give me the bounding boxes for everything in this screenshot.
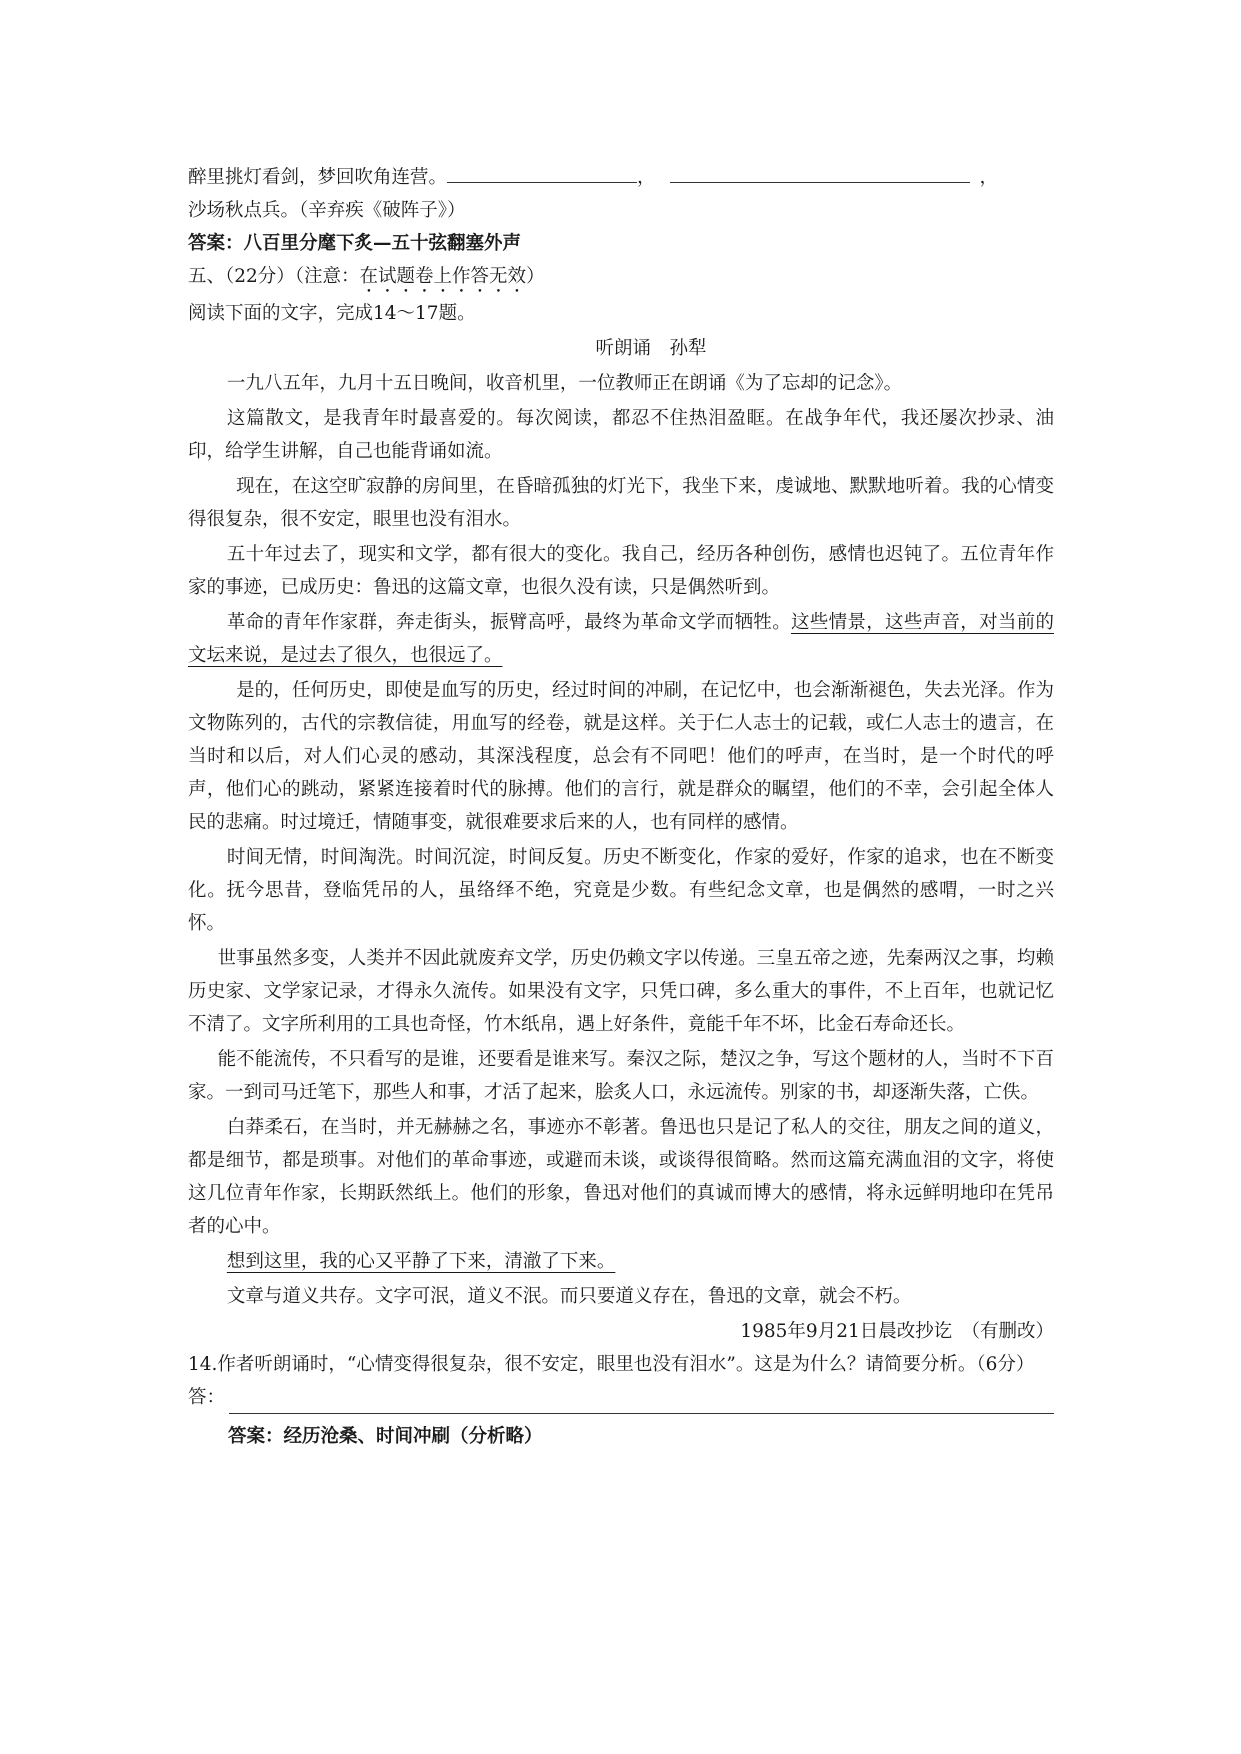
section-heading-prefix: 五、（22分）（注意： bbox=[188, 266, 360, 287]
poem-line-2: 沙场秋点兵。（辛弃疾《破阵子》） bbox=[188, 200, 466, 221]
section-instruction: 阅读下面的文字，完成14～17题。 bbox=[188, 303, 476, 324]
paragraph-5-text: 革命的青年作家群，奔走街头，振臂高呼，最终为革命文学而牺牲。 bbox=[226, 612, 792, 633]
article-paragraph-8: 世事虽然多变，人类并不因此就废弃文学，历史仍赖文字以传递。三皇五帝之迹，先秦两汉之事，均赖历史家、文学家记录，才得永久流传。如果没有文字，只凭口碑，多么重大的事件，不上百年，也就记忆不清了。文字所利用的工具也奇怪，竹木纸帛，遇上好条件，竟能千年不坏，比金石寿命还长。 bbox=[188, 948, 1054, 1035]
underlined-sentence-1: 这些情景，这些声音，对当前的文坛来说，是过去了很久，也很远了。 bbox=[188, 612, 1054, 666]
article-title: 听朗诵 孙犁 bbox=[595, 338, 707, 359]
section-heading-suffix: ） bbox=[526, 266, 545, 287]
underlined-sentence-2: 想到这里，我的心又平静了下来，清澈了下来。 bbox=[226, 1251, 616, 1272]
article-paragraph-2: 这篇散文，是我青年时最喜爱的。每次阅读，都忍不住热泪盈眶。在战争年代，我还屡次抄录、油印，给学生讲解，自己也能背诵如流。 bbox=[188, 408, 1054, 462]
article-paragraph-10: 白莽柔石，在当时，并无赫赫之名，事迹亦不彰著。鲁迅也只是记了私人的交往，朋友之间的道义，都是细节，都是琐事。对他们的革命事迹，或避而未谈，或谈得很简略。然而这篇充满血泪的文字，将使这几位青年作家，长期跃然纸上。他们的形象，鲁迅对他们的真诚而博大的感情，将永远鲜明地印在凭吊者的心中。 bbox=[188, 1117, 1054, 1237]
poem-answer: 答案：八百里分麾下炙—五十弦翻塞外声 bbox=[188, 233, 522, 254]
question-14-answer: 答案：经历沧桑、时间冲刷（分析略） bbox=[228, 1426, 543, 1447]
article-paragraph-12: 文章与道义共存。文字可泯，道义不泯。而只要道义存在，鲁迅的文章，就会不朽。 bbox=[226, 1286, 912, 1307]
article-paragraph-6: 是的，任何历史，即使是血写的历史，经过时间的冲刷，在记忆中，也会渐渐褪色，失去光泽。作为文物陈列的，古代的宗教信徒，用血写的经卷，就是这样。关于仁人志士的记载，或仁人志士的遗言，在当时和以后，对人们心灵的感动，其深浅程度，总会有不同吧！他们的呼声，在当时，是一个时代的呼声，他们心的跳动，紧紧连接着时代的脉搏。他们的言行，就是群众的瞩望，他们的不幸，会引起全体人民的悲痛。时过境迁，情随事变，就很难要求后来的人，也有同样的感情。 bbox=[188, 680, 1054, 833]
answer-input-line[interactable] bbox=[229, 1387, 1054, 1414]
answer-line-14 bbox=[188, 1381, 1054, 1414]
exam-page bbox=[188, 160, 1054, 1453]
answer-label: 答： bbox=[188, 1387, 226, 1408]
poem-text-1: 醉里挑灯看剑，梦回吹角连营。 bbox=[188, 167, 448, 188]
poem-line-1 bbox=[188, 160, 1054, 194]
section-heading-notice: 在试题卷上作答无效 bbox=[359, 266, 527, 287]
article-paragraph-3: 现在，在这空旷寂静的房间里，在昏暗孤独的灯光下，我坐下来，虔诚地、默默地听着。我的心情变得很复杂，很不安定，眼里也没有泪水。 bbox=[188, 476, 1054, 530]
article-paragraph-4: 五十年过去了，现实和文学，都有很大的变化。我自己，经历各种创伤，感情也迟钝了。五位青年作家的事迹，已成历史：鲁迅的这篇文章，也很久没有读，只是偶然听到。 bbox=[188, 544, 1054, 598]
fill-blank-2[interactable] bbox=[670, 160, 970, 183]
question-14: 14.作者听朗诵时，“心情变得很复杂，很不安定，眼里也没有泪水”。这是为什么？请简要分析。（6分） bbox=[188, 1354, 1035, 1375]
article-paragraph-9: 能不能流传，不只看写的是谁，还要看是谁来写。秦汉之际，楚汉之争，写这个题材的人，当时不下百家。一到司马迁笔下，那些人和事，才活了起来，脍炙人口，永远流传。别家的书，却逐渐失落，亡佚。 bbox=[188, 1049, 1054, 1103]
fill-blank-1[interactable] bbox=[447, 160, 637, 183]
section-heading bbox=[188, 260, 1054, 297]
poem-comma-1: ， bbox=[637, 167, 656, 188]
article-paragraph-5 bbox=[188, 606, 1054, 672]
article-dateline: 1985年9月21日晨改抄讫 （有删改） bbox=[740, 1321, 1054, 1342]
article-paragraph-1: 一九八五年，九月十五日晚间，收音机里，一位教师正在朗诵《为了忘却的记念》。 bbox=[226, 373, 903, 394]
article-paragraph-7: 时间无情，时间淘洗。时间沉淀，时间反复。历史不断变化，作家的爱好，作家的追求，也在不断变化。抚今思昔，登临凭吊的人，虽络绎不绝，究竟是少数。有些纪念文章，也是偶然的感喟，一时之兴怀。 bbox=[188, 847, 1054, 934]
article-paragraph-11 bbox=[188, 1245, 1054, 1278]
poem-comma-2: ， bbox=[979, 167, 999, 188]
